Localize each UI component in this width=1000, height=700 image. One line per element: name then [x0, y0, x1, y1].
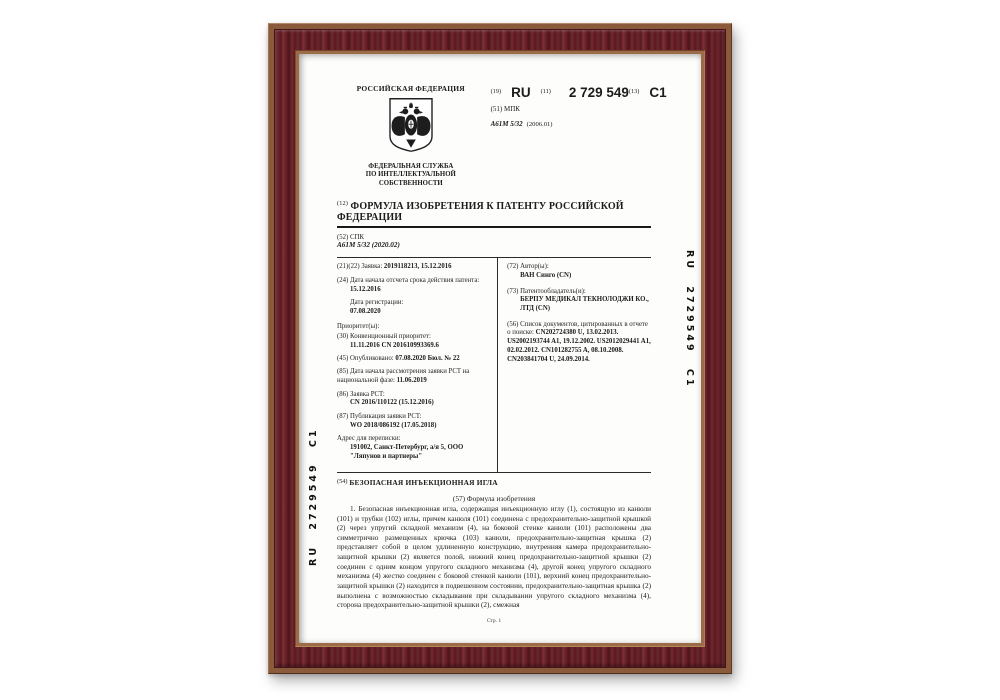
code-13: (13): [628, 88, 640, 95]
entry-application: (21)(22) Заявка: 2019118213, 15.12.2016: [337, 263, 452, 271]
frame-inner-bevel: [295, 50, 705, 647]
entry-correspondence-address: Адрес для переписки: 191002, Санкт-Петербург, а/я 5, ООО "Ляпунов и партнеры": [337, 434, 464, 460]
entry-pct-publication: (87) Публикация заявки PCT: WO 2018/086192 (17.05.2018): [337, 412, 437, 429]
document-header: [337, 84, 667, 188]
publication-number: 2 729 549: [568, 85, 629, 100]
claims-text: 1. Безопасная инъекционная игла, содержащая инъекционную иглу (1), состоящую из канюли (101) и трубки (102) иглы, причем канюля (101) соединена с предохранительно-защитной крышкой (2) через упругий складной механизм (4), на боковой стенке канюли (101) расположены два симметрично размещенных крючка (103) канюли, предохранительно-защитная крышка (2) представляет собой в целом удлиненную конструкцию, внутренняя камера предохранительно-защитной крышки (2) является полой, нижний конец предохранительно-защитной крышки (2) соединен с одним концом упругого складного механизма (4), другой конец упругого складного механизма (4) жестко соединен с боковой стенкой канюли (101), верхний конец предохранительно-защитной крышки (2) находится в подвешенном состоянии, предохранительно-защитная крышка (2) выполнена с возможностью складывания при складывании упругого складного механизма (4), сторона предохранительно-защитной крышки (2), смежная: [337, 504, 651, 610]
cpc-label: (52) СПК: [337, 234, 364, 242]
patent-document: [299, 54, 701, 643]
header-right: [485, 84, 667, 188]
code-11: (11): [540, 88, 551, 95]
side-publication-number-left: RU 2729549 C1: [308, 427, 319, 566]
kind-code: C1: [649, 85, 667, 100]
office-line2: ПО ИНТЕЛЛЕКТУАЛЬНОЙ СОБСТВЕННОСТИ: [365, 171, 456, 187]
invention-title: БЕЗОПАСНАЯ ИНЪЕКЦИОННАЯ ИГЛА: [349, 477, 498, 487]
entry-pct-application: (86) Заявка PCT: CN 2016/110122 (15.12.2016): [337, 390, 434, 407]
entry-authors: (72) Автор(ы): ВАН Синго (CN): [507, 263, 572, 280]
claims-heading: (57) Формула изобретения: [452, 493, 536, 503]
cpc-section: [337, 234, 651, 258]
ipc-label: (51) МПК: [490, 105, 520, 113]
entry-priority-head: Приоритет(ы):: [337, 323, 380, 331]
header-left: [337, 84, 485, 188]
invention-title-row: [337, 478, 651, 487]
entry-patent-holder: (73) Патентообладатель(и): БЕРПУ МЕДИКАЛ ТЕКНОЛОДЖИ КО., ЛТД (CN): [507, 287, 649, 313]
entry-cited-documents: (56) Список документов, цитированных в отчете о поиске: CN202724380 U, 13.02.2013. US2002193744 A1, 19.12.2002. US2012029441 A1, 02.02.2012. CN101282755 A, 08.10.2008. CN203841704 U, 24.09.2014.: [507, 320, 651, 363]
cpc-code: A61M 5/32 (2020.02): [337, 241, 400, 250]
code-54: (54): [337, 477, 348, 485]
biblio-right-column: [497, 258, 651, 471]
ipc-class: A61M 5/32: [490, 120, 523, 128]
entry-pct-national-phase: (85) Дата начала рассмотрения заявки PCT на национальной фазе: 11.06.2019: [337, 368, 470, 385]
page-number: Стр. 1: [486, 617, 502, 624]
biblio-left-column: [337, 258, 497, 471]
frame-wood-band: [274, 29, 726, 668]
country-title: РОССИЙСКАЯ ФЕДЕРАЦИЯ: [356, 84, 465, 93]
double-headed-eagle-emblem: [337, 97, 485, 158]
wooden-plaque-frame: [268, 23, 732, 674]
code-19: (19): [490, 88, 502, 95]
ipc-version: (2006.01): [526, 121, 553, 128]
document-type-title: ФОРМУЛА ИЗОБРЕТЕНИЯ К ПАТЕНТУ РОССИЙСКОЙ ФЕДЕРАЦИИ: [337, 201, 624, 224]
bibliographic-columns: [337, 258, 651, 472]
entry-term-start: (24) Дата начала отсчета срока действия патента: 15.12.2016: [337, 276, 480, 293]
side-publication-number-right: RU 2729549 C1: [684, 250, 695, 389]
document-content: [337, 84, 667, 627]
entry-registration-date: Дата регистрации: 07.08.2020: [350, 298, 404, 315]
office-line1: ФЕДЕРАЛЬНАЯ СЛУЖБА: [368, 163, 454, 170]
country-code: RU: [511, 85, 531, 100]
entry-published: (45) Опубликовано: 07.08.2020 Бюл. № 22: [337, 355, 460, 363]
code-12: (12): [337, 200, 348, 208]
publication-codes-line: [490, 84, 667, 102]
document-type-banner: [337, 200, 651, 228]
office-name: [337, 163, 485, 188]
entry-convention-priority: (30) Конвенционный приоритет: 11.11.2016 CN 201610993369.6: [337, 332, 439, 349]
